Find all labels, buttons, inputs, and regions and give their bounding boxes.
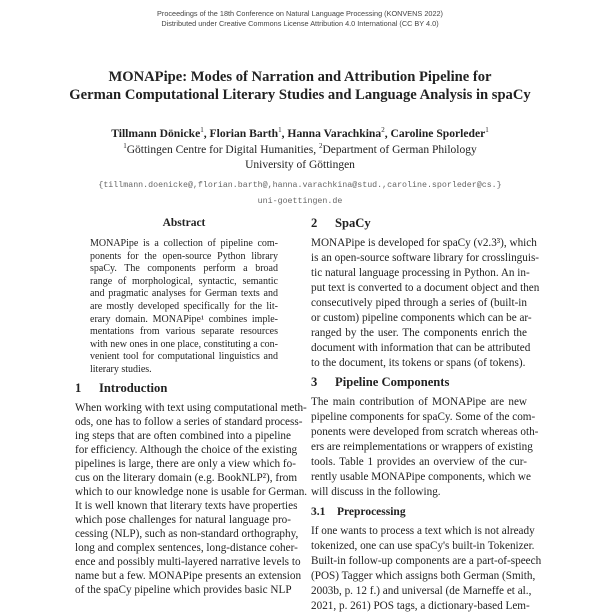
author-list: Tillmann Dönicke$^1$, Florian Barth$^1$, Hanna Varachkina$^2$, Caroline Sporleder$^1$ <box>111 126 489 140</box>
text-line: with new ones in one place, constituting a con- <box>90 338 279 350</box>
text-line: ing steps that are often combined into a pipeline <box>75 430 291 442</box>
text-line: 2003b, p. 12 f.) and universal (de Marneffe et al., <box>311 585 532 597</box>
license-header: Distributed under Creative Commons License Attribution 4.0 International (CC BY 4.0) <box>161 19 439 28</box>
text-line: is an open-source software library for crosslinguis- <box>311 252 540 264</box>
text-line: ence and possibly multi-layered narrative levels to <box>75 556 301 568</box>
text-line: erary domain. MONAPipe¹ combines imple- <box>90 313 278 325</box>
author-affiliation-sup: 2 <box>381 126 385 135</box>
text-line: which pose challenges for natural language pro- <box>75 514 291 526</box>
text-line: Built-in follow-up components are a part-of-speech <box>311 555 542 567</box>
author-name: Florian Barth <box>209 127 279 140</box>
affiliations <box>0 143 600 157</box>
text-line: mentations from various separate resources <box>90 326 278 338</box>
text-line: tokenized, one can use spaCy's built-in Tokenizer. <box>311 540 535 552</box>
text-line: spaCy. The components perform a broad <box>90 263 278 275</box>
text-line: literary studies. <box>90 363 152 375</box>
affiliation-sup: 2 <box>319 142 323 151</box>
text-line: put text is converted to a document object and then <box>311 282 540 294</box>
affiliation-sup: 1 <box>123 142 127 151</box>
emails-line-1: {tillmann.doenicke@,florian.barth@,hanna.varachkina@stud.,caroline.sporleder@cs.} <box>98 181 502 190</box>
text-line: If one wants to process a text which is not already <box>311 525 535 537</box>
spacy-body <box>311 236 540 371</box>
text-line: cus on the literary domain (e.g. BookNLP²), from <box>75 472 298 484</box>
text-line: ranged by the user. The components enrich the <box>311 327 527 339</box>
abstract-heading: Abstract <box>162 217 206 229</box>
section-title: Pipeline Components <box>335 375 450 389</box>
abstract-body <box>90 238 278 377</box>
paper-title-line-2: German Computational Literary Studies and Language Analysis in spaCy <box>69 87 531 103</box>
text-line: long and complex sentences, long-distance coher- <box>75 542 298 554</box>
text-line: MONAPipe is developed for spaCy (v2.3³), which <box>311 237 537 249</box>
text-line: or custom) pipeline components which can be ar- <box>311 312 532 324</box>
author-affiliation-sup: 1 <box>485 126 489 135</box>
text-line: venient tool for computational linguistics and <box>90 351 278 363</box>
text-line: name but a few. MONAPipe presents an extension <box>75 570 302 582</box>
text-line: (POS) Tagger which assigns both German (Smith, <box>311 570 536 582</box>
section-heading-introduction <box>75 381 167 396</box>
text-line: consecutively piped through a series of (built-in <box>311 297 527 309</box>
preprocessing-body <box>311 524 542 612</box>
text-line: tools. Table 1 provides an overview of the cur- <box>311 456 527 468</box>
text-line: pipelines is large, there are only a view which fo- <box>75 458 296 470</box>
text-line: to the document, its tokens or spans (of tokens). <box>311 357 526 369</box>
section-title: Introduction <box>99 381 168 395</box>
author-name: Hanna Varachkina <box>287 127 382 140</box>
text-line: The main contribution of MONAPipe are new <box>311 396 527 408</box>
paper-title-line-1: MONAPipe: Modes of Narration and Attribution Pipeline for <box>108 69 492 85</box>
section-number: 3 <box>311 375 318 389</box>
section-title: Preprocessing <box>337 506 406 518</box>
text-line: ponents for the open-source Python library <box>90 250 278 262</box>
affiliation-1: Göttingen Centre for Digital Humanities, <box>126 144 319 156</box>
text-line: tic natural language processing in Python. An in- <box>311 267 530 279</box>
text-line: When working with text using computational meth- <box>75 402 307 414</box>
text-line: rently usable MONAPipe components, which we <box>311 471 531 483</box>
text-line: will discuss in the following. <box>311 486 441 498</box>
section-heading-pipeline-components <box>311 375 449 390</box>
section-heading-spacy <box>311 216 371 231</box>
text-line: are mostly developed specifically for the lit- <box>90 300 278 312</box>
author-affiliation-sup: 1 <box>278 126 282 135</box>
author-name: Caroline Sporleder <box>390 127 486 140</box>
affiliation-2: Department of German Philology <box>322 144 477 156</box>
author-affiliation-sup: 1 <box>200 126 204 135</box>
pipeline-components-body <box>311 395 539 500</box>
subsection-heading-preprocessing <box>311 505 406 520</box>
university: University of Göttingen <box>245 159 355 171</box>
text-line: which to our knowledge none is usable for German. <box>75 486 308 498</box>
text-line: 2021, p. 261) POS tags, a dictionary-based Lem- <box>311 600 530 612</box>
section-title: SpaCy <box>335 216 371 230</box>
proceedings-header: Proceedings of the 18th Conference on Natural Language Processing (KONVENS 2022) <box>157 9 443 18</box>
section-number: 1 <box>75 381 82 395</box>
text-line: and pragmatic analyses for German texts and <box>90 288 278 300</box>
section-number: 3.1 <box>311 506 326 518</box>
text-line: ers are reimplementations or wrappers of existing <box>311 441 533 453</box>
text-line: ponents were developed from scratch whereas oth- <box>311 426 539 438</box>
introduction-body <box>75 401 308 600</box>
text-line: pipeline components for spaCy. Some of the com- <box>311 411 536 423</box>
text-line: of the spaCy pipeline which provides basic NLP <box>75 584 292 596</box>
text-line: ods, one has to follow a series of standard process- <box>75 416 303 428</box>
text-line: MONAPipe is a collection of pipeline com- <box>90 238 278 249</box>
section-number: 2 <box>311 216 318 230</box>
emails-line-2: uni-goettingen.de <box>257 197 343 206</box>
text-line: cessing (NLP), such as non-standard orthography, <box>75 528 299 540</box>
text-line: document with information that can be attributed <box>311 342 531 354</box>
text-line: It is well known that literary texts have properties <box>75 500 298 512</box>
text-line: range of morphological, syntactic, semantic <box>90 275 278 287</box>
author-name: Tillmann Dönicke <box>111 127 201 140</box>
text-line: for efficiency. Although the choice of the existing <box>75 444 298 456</box>
